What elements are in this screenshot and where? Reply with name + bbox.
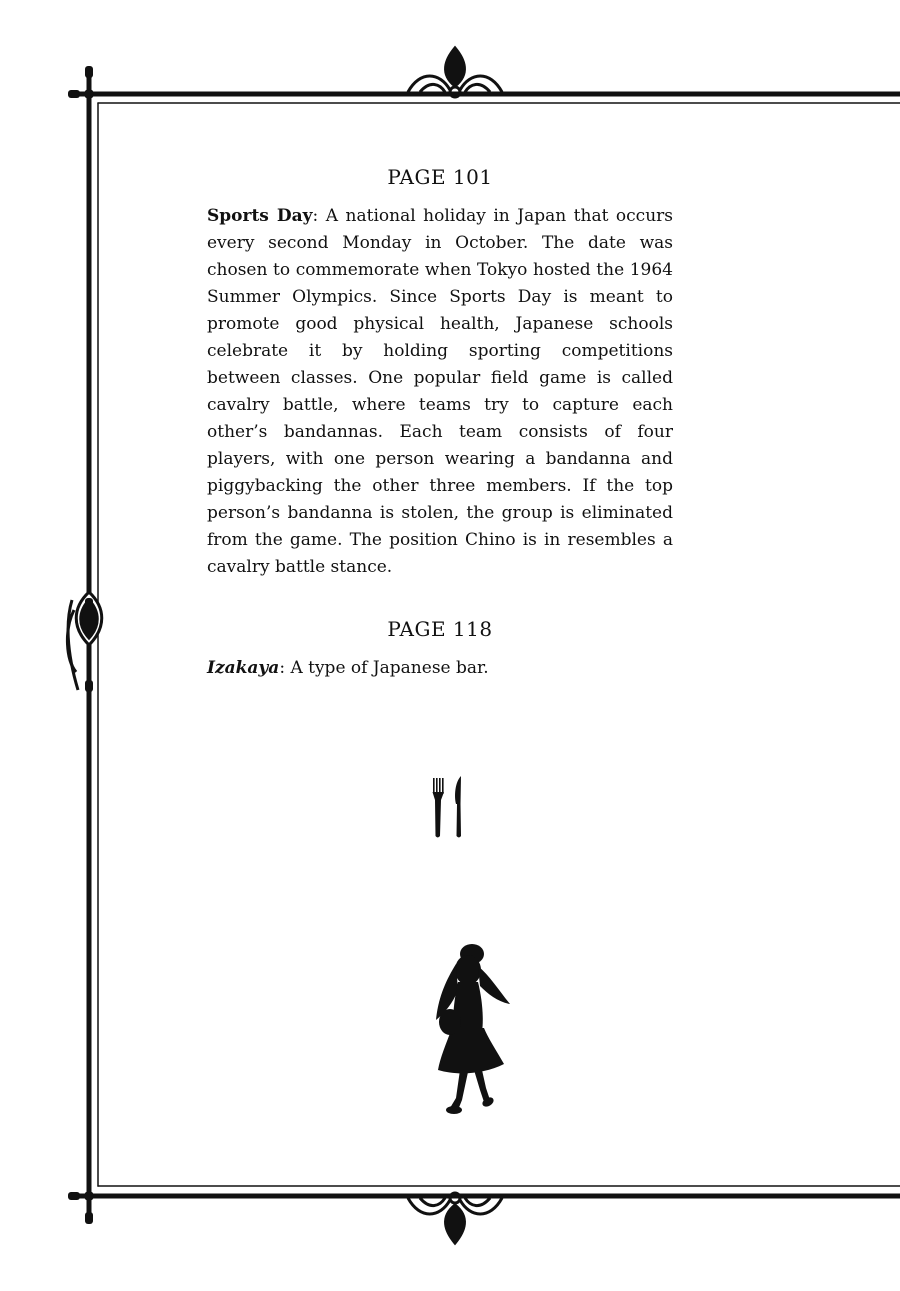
bottom-ornament [408, 1193, 502, 1243]
section-heading: PAGE 101 [387, 165, 493, 189]
note-definition: : A type of Japanese bar. [279, 658, 489, 678]
note-section-page-118 [207, 617, 673, 682]
top-ornament [408, 48, 502, 97]
left-ornament [67, 592, 101, 692]
notes-content [207, 165, 673, 682]
note-paragraph [207, 203, 673, 581]
note-section-page-101 [207, 165, 673, 581]
fork-and-knife-icon [425, 772, 469, 840]
note-paragraph [207, 655, 673, 682]
note-term: Izakaya [207, 658, 280, 678]
girl-silhouette-icon [428, 940, 518, 1120]
note-term: Sports Day [207, 206, 313, 226]
note-definition: : A national holiday in Japan that occurs every second Monday in October. The date was chosen to commemorate when Tokyo hosted the 1964 Summer Olympics. Since Sports Day is meant to promote good physical health, Japanese schools celebrate it by holding sporting competitions between classes. One popular field game is called cavalry battle, where teams try to capture each other’s bandannas. Each team consists of four players, with one person wearing a bandanna and piggybacking the other three members. If the top person’s bandanna is stolen, the group is eliminated from the game. The position Chino is in resembles a cavalry battle stance. [207, 206, 674, 577]
section-heading: PAGE 118 [387, 617, 493, 641]
